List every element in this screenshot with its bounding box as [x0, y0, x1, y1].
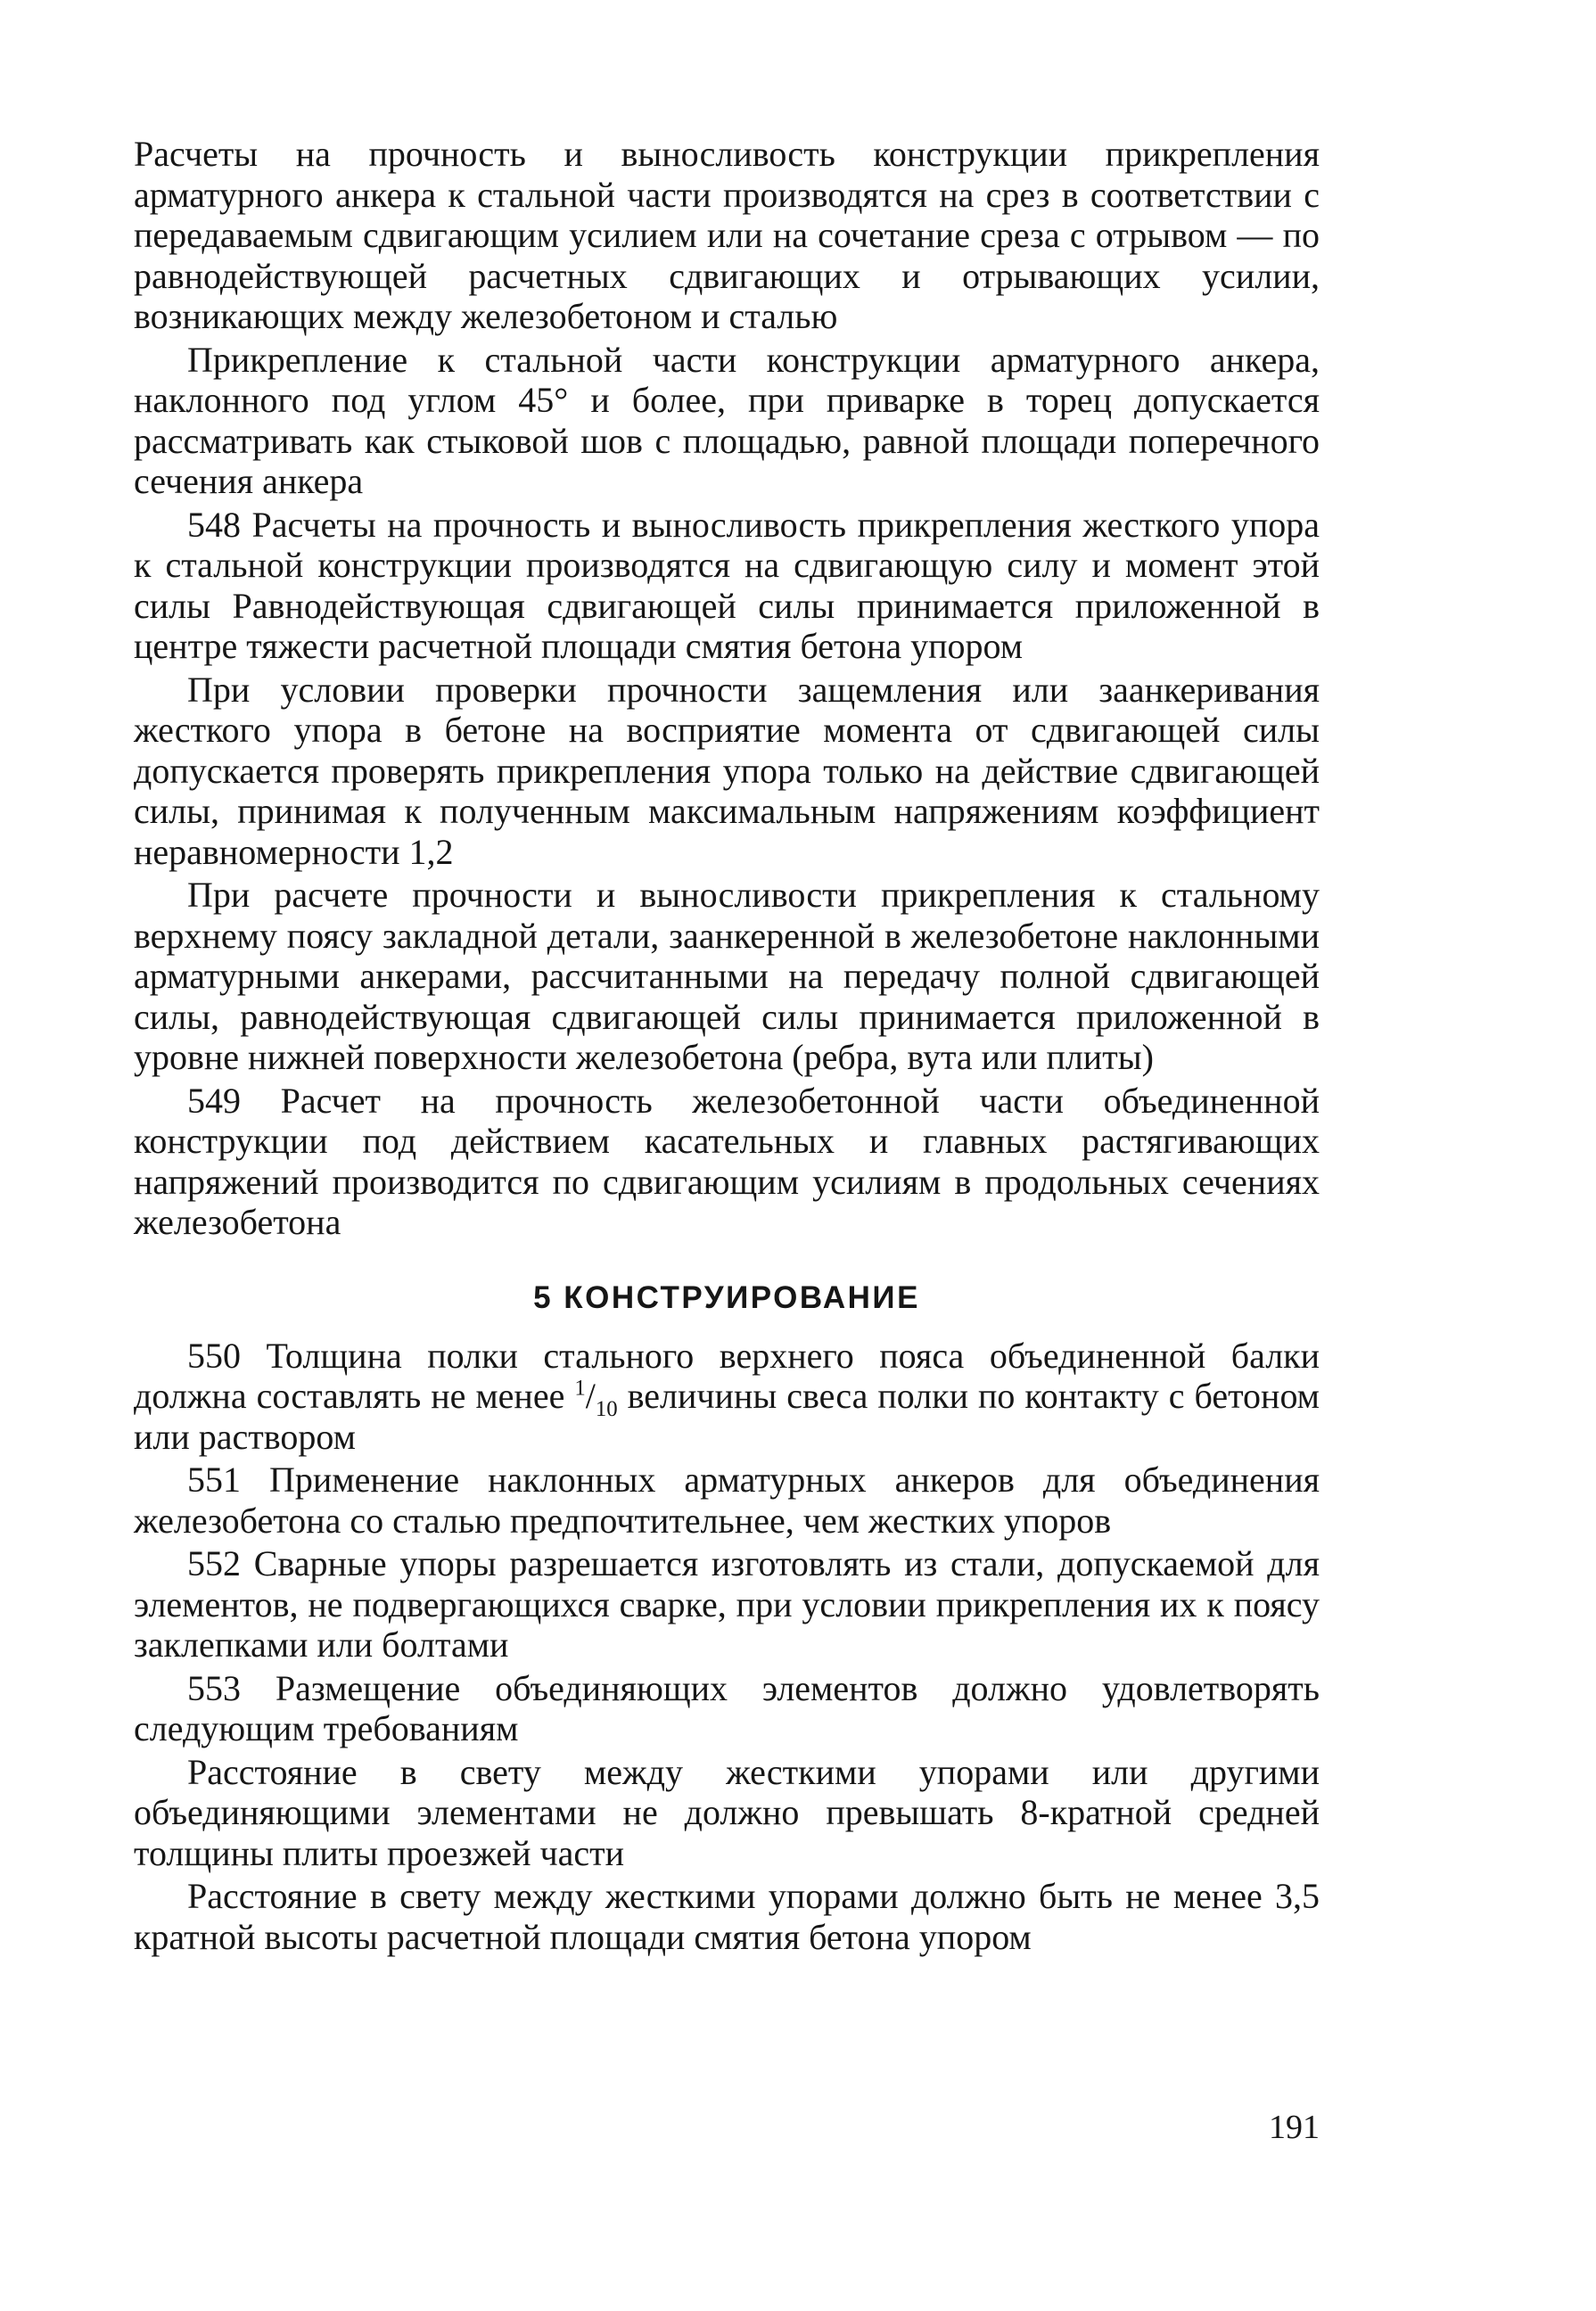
paragraph-anchor-calc: Расчеты на прочность и выносливость конструкции прикрепления арматурного анкера к стальной части производятся на срез в соответствии с передаваемым сдвигающим усилием или на сочетание среза с отрывом — по равнодействующей расчетных сдвигающих и отрывающих усилии, возникающих между железобетоном и сталью [134, 134, 1320, 336]
paragraph-549: 549 Расчет на прочность железобетонной части объединенной конструкции под действием касательных и главных растягивающих напряжений производится по сдвигающим усилиям в продольных сечениях железобетона [134, 1080, 1320, 1242]
paragraph-550-text-before: 550 Толщина полки стального верхнего пояса объединенной балки должна составлять не менее [134, 1335, 1320, 1416]
paragraph-553: 553 Размещение объединяющих элементов должно удовлетворять следующим требованиям [134, 1667, 1320, 1748]
page-body [134, 134, 1320, 1957]
paragraph-550: 550 Толщина полки стального верхнего пояса объединенной балки должна составлять не менее $^1/_{10}$ величины свеса полки по контакту с бетоном или раствором [134, 1335, 1320, 1457]
fraction-numerator: 1 [574, 1376, 586, 1401]
paragraph-553-spacing-min: Расстояние в свету между жесткими упорами должно быть не менее 3,5 кратной высоты расчетной площади смятия бетона упором [134, 1876, 1320, 1957]
paragraph-anchor-butt-weld: Прикрепление к стальной части конструкции арматурного анкера, наклонного под углом 45° и более, при приварке в торец допускается рассматривать как стыковой шов с площадью, равной площади поперечного сечения анкера [134, 339, 1320, 501]
paragraph-548-clamping: При условии проверки прочности защемления или заанкеривания жесткого упора в бетоне на восприятие момента от сдвигающей силы допускается проверять прикрепления упора только на действие сдвигающей силы, принимая к полученным максимальным напряжениям коэффициент неравномерности 1,2 [134, 669, 1320, 872]
page-number: 191 [1269, 2109, 1320, 2146]
paragraph-551: 551 Применение наклонных арматурных анкеров для объединения железобетона со сталью предпочтительнее, чем жестких упоров [134, 1460, 1320, 1541]
section-title: 5 КОНСТРУИРОВАНИЕ [533, 1279, 920, 1315]
paragraph-548-embedded-part: При расчете прочности и выносливости прикрепления к стальному верхнему поясу закладной детали, заанкеренной в железобетоне наклонными арматурными анкерами, рассчитанными на передачу полной сдвигающей силы, равнодействующая сдвигающей силы принимается приложенной в уровне нижней поверхности железобетона (ребра, вута или плиты) [134, 875, 1320, 1077]
fraction-denominator: 10 [595, 1397, 618, 1421]
paragraph-550-text-after: величины свеса полки по контакту с бетоном или раствором [134, 1376, 1320, 1457]
paragraph-553-spacing-max: Расстояние в свету между жесткими упорами или другими объединяющими элементами не должно превышать 8-кратной средней толщины плиты проезжей части [134, 1751, 1320, 1873]
paragraph-548: 548 Расчеты на прочность и выносливость прикрепления жесткого упора к стальной конструкции производятся на сдвигающую силу и момент этой силы Равнодействующая сдвигающей силы принимается приложенной в центре тяжести расчетной площади смятия бетона упором [134, 504, 1320, 666]
paragraph-552: 552 Сварные упоры разрешается изготовлять из стали, допускаемой для элементов, не подвергающихся сварке, при условии прикрепления их к поясу заклепками или болтами [134, 1543, 1320, 1665]
